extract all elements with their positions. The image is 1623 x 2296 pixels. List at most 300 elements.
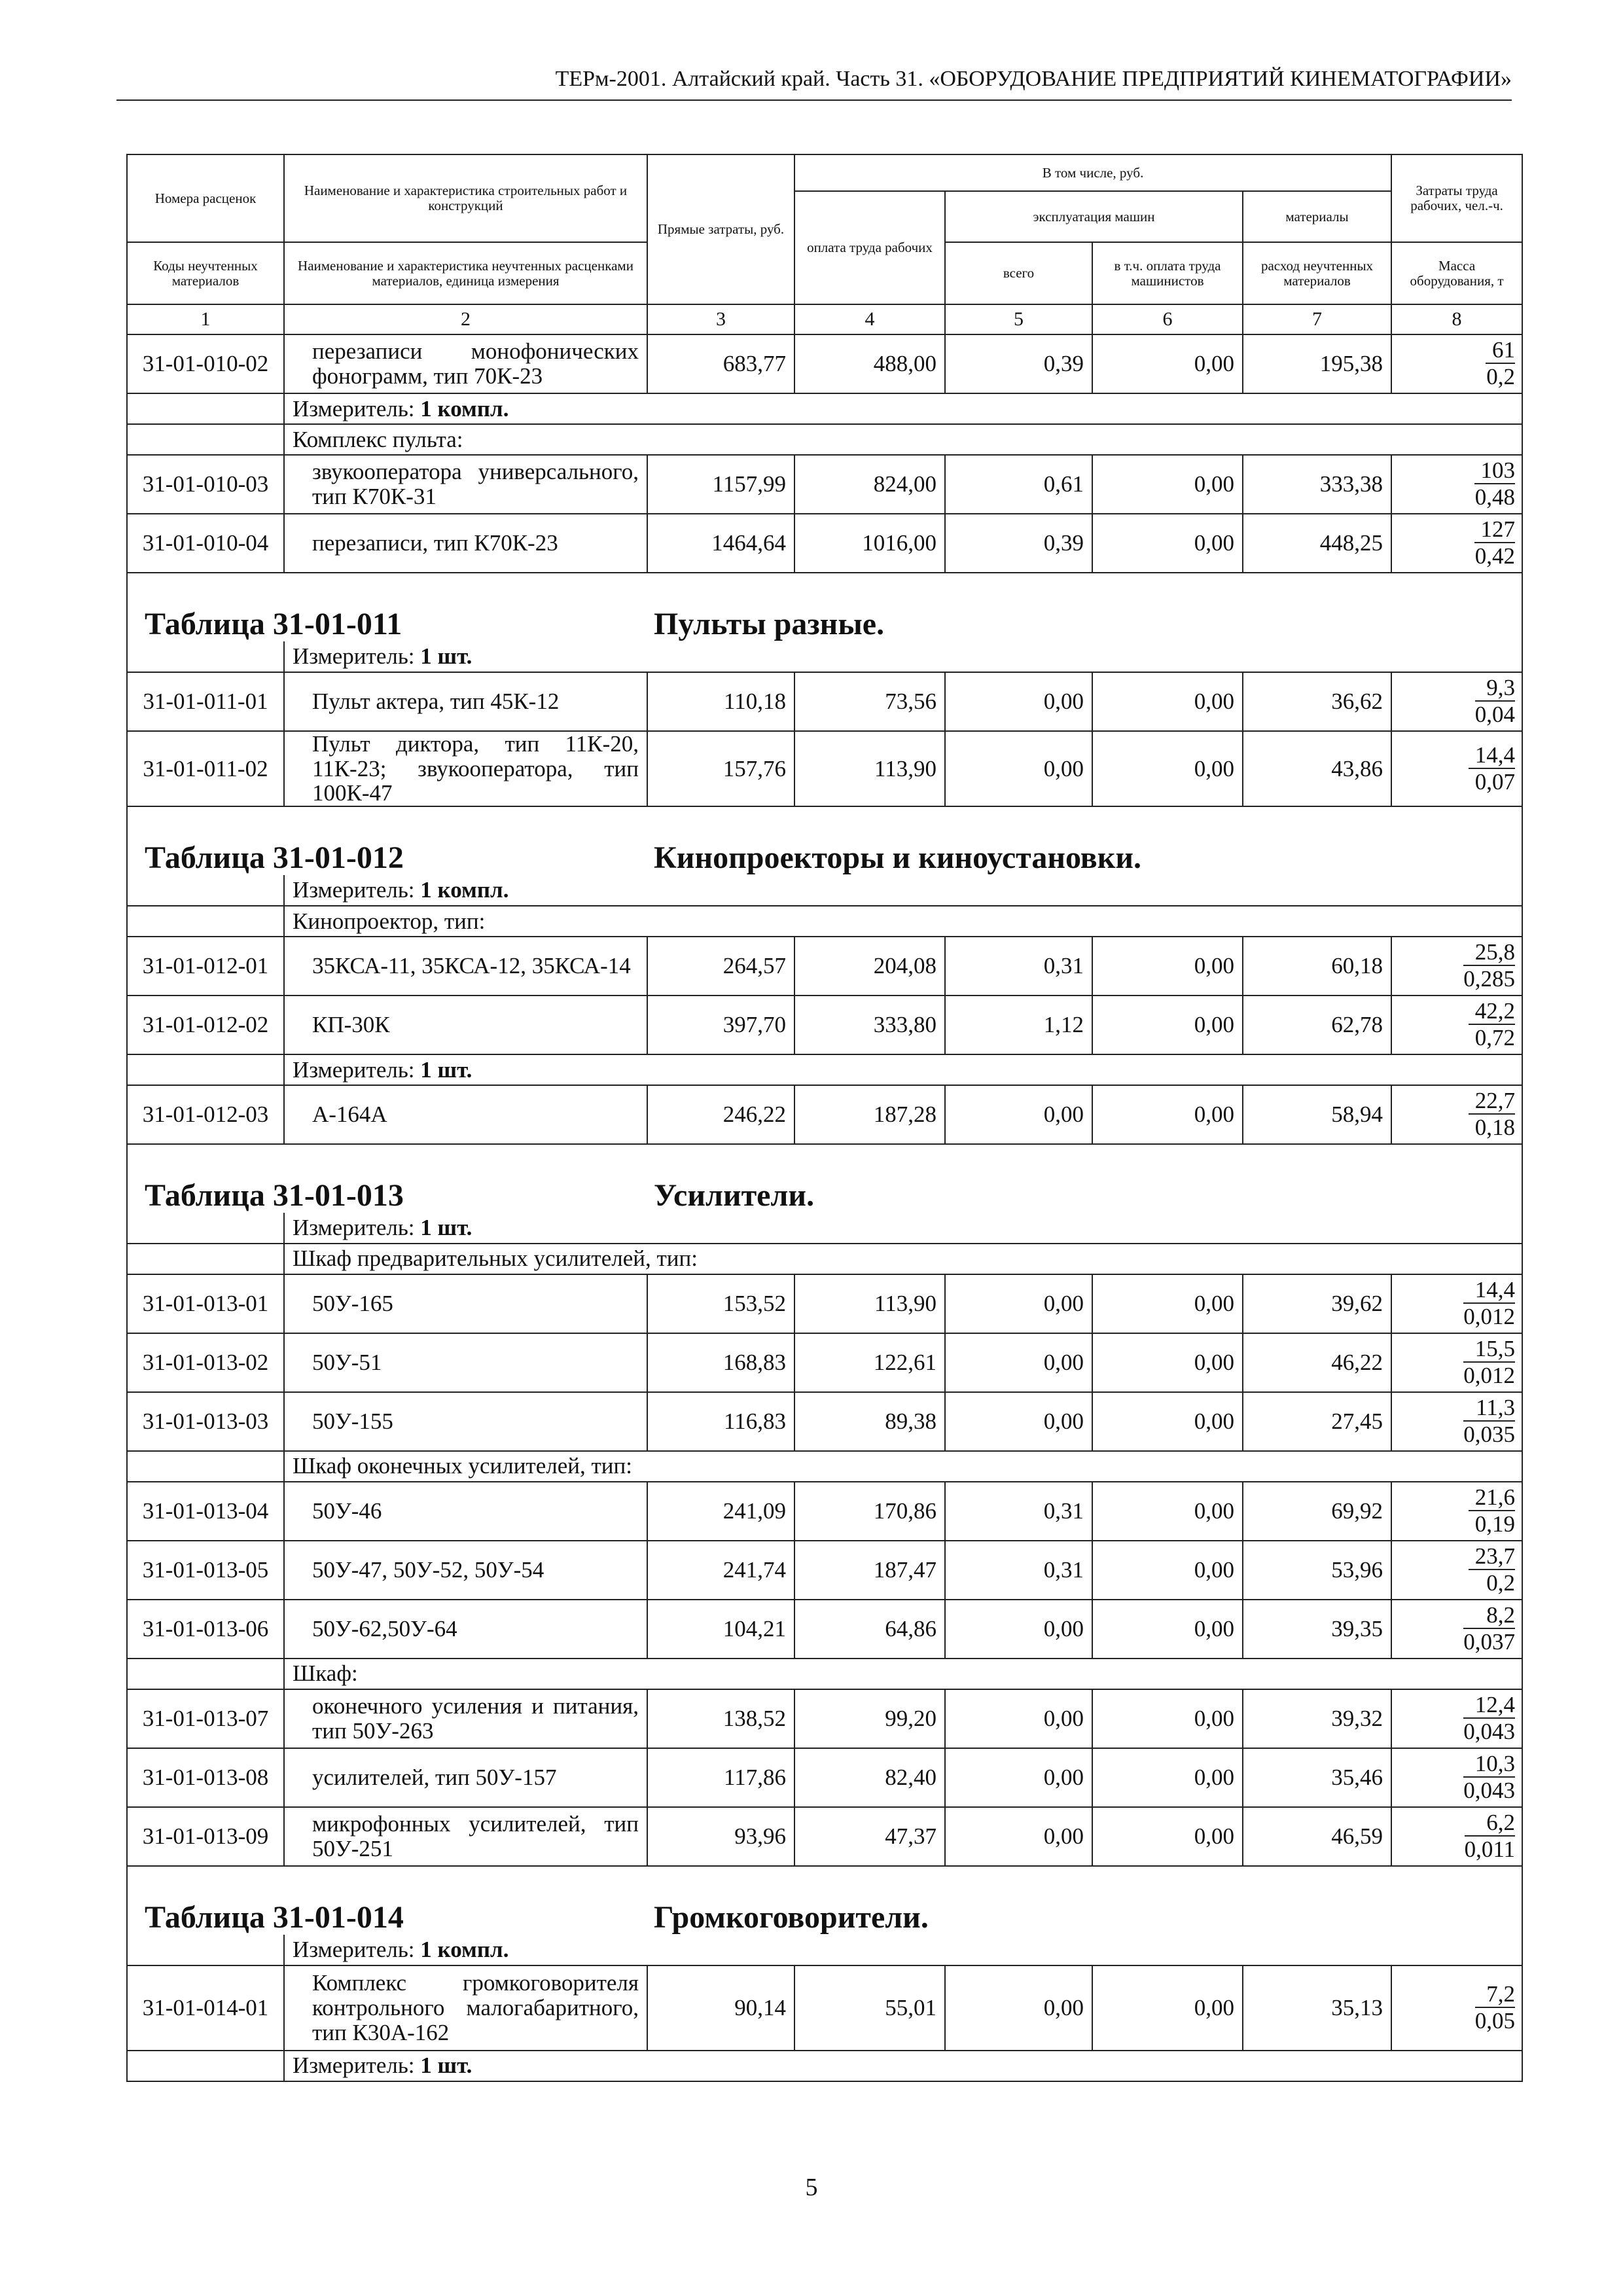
work-name: перезаписи монофонических фонограмм, тип 70К-23 bbox=[312, 338, 639, 389]
meter-cell bbox=[284, 641, 1522, 672]
worker-pay: 73,56 bbox=[794, 672, 945, 731]
labor-costs: 22,7 bbox=[1469, 1089, 1515, 1115]
subheading-row bbox=[127, 1659, 1522, 1689]
work-name: А-164А bbox=[312, 1102, 387, 1128]
machinist-pay: 0,00 bbox=[1092, 1482, 1243, 1541]
subheading-row bbox=[127, 424, 1522, 455]
labor-mass-cell bbox=[1391, 514, 1522, 573]
table-title: Пульты разные. bbox=[654, 607, 885, 641]
work-name-cell bbox=[284, 996, 647, 1054]
meter-row bbox=[127, 1054, 1522, 1085]
spacer-row bbox=[127, 573, 1522, 598]
subheading: Шкаф предварительных усилителей, тип: bbox=[284, 1244, 1522, 1274]
work-name-cell bbox=[284, 672, 647, 731]
equipment-mass: 0,04 bbox=[1474, 701, 1516, 727]
direct-costs: 153,52 bbox=[647, 1274, 794, 1333]
table-row bbox=[127, 1689, 1522, 1748]
table-title: Громкоговорители. bbox=[654, 1899, 929, 1935]
table-row bbox=[127, 514, 1522, 573]
rate-code: 31-01-010-02 bbox=[127, 334, 284, 393]
equipment-mass: 0,19 bbox=[1474, 1511, 1516, 1537]
materials-cost: 39,35 bbox=[1243, 1600, 1391, 1659]
equipment-mass: 0,18 bbox=[1474, 1115, 1516, 1141]
rates-table bbox=[126, 154, 1523, 2082]
table-row bbox=[127, 672, 1522, 731]
materials-cost: 36,62 bbox=[1243, 672, 1391, 731]
table-title-cell bbox=[127, 598, 1522, 641]
spacer-row bbox=[127, 806, 1522, 832]
work-name: усилителей, тип 50У-157 bbox=[312, 1764, 557, 1790]
labor-mass-cell bbox=[1391, 334, 1522, 393]
column-number: 7 bbox=[1243, 304, 1391, 334]
table-title-row bbox=[127, 1170, 1522, 1213]
meter-empty-cell bbox=[127, 1054, 284, 1085]
machinist-pay: 0,00 bbox=[1092, 455, 1243, 514]
column-number: 2 bbox=[284, 304, 647, 334]
labor-costs: 7,2 bbox=[1475, 1982, 1515, 2008]
subheading-empty-cell bbox=[127, 1659, 284, 1689]
machinist-pay: 0,00 bbox=[1092, 1274, 1243, 1333]
subheading: Шкаф: bbox=[284, 1659, 1522, 1689]
materials-cost: 39,32 bbox=[1243, 1689, 1391, 1748]
table-title-cell bbox=[127, 1892, 1522, 1935]
labor-mass-fraction bbox=[1463, 1693, 1515, 1743]
direct-costs: 90,14 bbox=[647, 1965, 794, 2051]
work-name-cell bbox=[284, 731, 647, 806]
subheading-row bbox=[127, 906, 1522, 937]
subheading-empty-cell bbox=[127, 906, 284, 937]
equipment-mass: 0,012 bbox=[1463, 1303, 1516, 1329]
labor-costs: 23,7 bbox=[1469, 1545, 1515, 1570]
machine-operation: 0,39 bbox=[945, 334, 1092, 393]
machine-operation: 0,00 bbox=[945, 1748, 1092, 1807]
meter-label: Измеритель: bbox=[293, 1056, 421, 1083]
rate-code: 31-01-012-01 bbox=[127, 937, 284, 996]
work-name-cell bbox=[284, 1748, 647, 1807]
machinist-pay: 0,00 bbox=[1092, 937, 1243, 996]
machinist-pay: 0,00 bbox=[1092, 731, 1243, 806]
work-name: 50У-46 bbox=[312, 1498, 382, 1524]
rate-code: 31-01-013-02 bbox=[127, 1333, 284, 1392]
meter-cell bbox=[284, 1213, 1522, 1244]
labor-mass-cell bbox=[1391, 1541, 1522, 1600]
direct-costs: 104,21 bbox=[647, 1600, 794, 1659]
header-unaccounted-consumption: расход неучтенных материалов bbox=[1243, 242, 1391, 304]
meter-cell bbox=[284, 393, 1522, 424]
work-name: звукооператора универсального, тип К70К-31 bbox=[312, 459, 639, 509]
labor-costs: 103 bbox=[1474, 459, 1516, 484]
column-number: 8 bbox=[1391, 304, 1522, 334]
labor-mass-fraction bbox=[1475, 676, 1515, 726]
page-number: 5 bbox=[805, 2174, 818, 2201]
labor-costs: 8,2 bbox=[1463, 1604, 1515, 1629]
machinist-pay: 0,00 bbox=[1092, 996, 1243, 1054]
labor-mass-fraction bbox=[1486, 338, 1515, 388]
work-name: 50У-165 bbox=[312, 1290, 393, 1316]
machinist-pay: 0,00 bbox=[1092, 1541, 1243, 1600]
labor-mass-cell bbox=[1391, 1748, 1522, 1807]
header-unaccounted-codes: Коды неучтенных материалов bbox=[127, 242, 284, 304]
labor-mass-cell bbox=[1391, 1392, 1522, 1451]
subheading-empty-cell bbox=[127, 424, 284, 455]
header-machine-operation: эксплуатация машин bbox=[945, 191, 1243, 242]
work-name: 50У-155 bbox=[312, 1408, 393, 1434]
worker-pay: 64,86 bbox=[794, 1600, 945, 1659]
equipment-mass: 0,42 bbox=[1474, 543, 1516, 569]
meter-row bbox=[127, 1213, 1522, 1244]
table-row bbox=[127, 1392, 1522, 1451]
header-worker-pay: оплата труда рабочих bbox=[794, 191, 945, 304]
meter-cell bbox=[284, 1935, 1522, 1965]
table-title-row bbox=[127, 832, 1522, 875]
table-row bbox=[127, 996, 1522, 1054]
subheading: Шкаф оконечных усилителей, тип: bbox=[284, 1451, 1522, 1482]
worker-pay: 55,01 bbox=[794, 1965, 945, 2051]
worker-pay: 99,20 bbox=[794, 1689, 945, 1748]
materials-cost: 69,92 bbox=[1243, 1482, 1391, 1541]
meter-cell bbox=[284, 875, 1522, 906]
machine-operation: 0,00 bbox=[945, 1392, 1092, 1451]
machinist-pay: 0,00 bbox=[1092, 1689, 1243, 1748]
labor-mass-fraction bbox=[1469, 1089, 1515, 1139]
labor-mass-fraction bbox=[1469, 1545, 1515, 1594]
labor-mass-fraction bbox=[1469, 1486, 1515, 1535]
labor-costs: 127 bbox=[1474, 518, 1516, 543]
meter-label: Измеритель: bbox=[293, 877, 421, 903]
meter-unit: 1 шт. bbox=[420, 643, 473, 669]
equipment-mass: 0,012 bbox=[1463, 1362, 1516, 1388]
worker-pay: 89,38 bbox=[794, 1392, 945, 1451]
rate-code: 31-01-013-09 bbox=[127, 1807, 284, 1866]
work-name-cell bbox=[284, 1274, 647, 1333]
meter-unit: 1 шт. bbox=[420, 1214, 473, 1240]
spacer-row bbox=[127, 1866, 1522, 1892]
meter-cell bbox=[284, 2051, 1522, 2081]
table-number: Таблица 31-01-013 bbox=[145, 1178, 404, 1213]
meter-row bbox=[127, 393, 1522, 424]
labor-mass-cell bbox=[1391, 1965, 1522, 2051]
table-row bbox=[127, 1965, 1522, 2051]
materials-cost: 46,59 bbox=[1243, 1807, 1391, 1866]
work-name-cell bbox=[284, 1085, 647, 1144]
table-row bbox=[127, 1333, 1522, 1392]
materials-cost: 58,94 bbox=[1243, 1085, 1391, 1144]
machine-operation: 0,00 bbox=[945, 1333, 1092, 1392]
labor-mass-cell bbox=[1391, 1085, 1522, 1144]
table-row bbox=[127, 1748, 1522, 1807]
machine-operation: 0,61 bbox=[945, 455, 1092, 514]
materials-cost: 60,18 bbox=[1243, 937, 1391, 996]
work-name: 50У-51 bbox=[312, 1349, 382, 1375]
direct-costs: 241,74 bbox=[647, 1541, 794, 1600]
table-row bbox=[127, 455, 1522, 514]
equipment-mass: 0,05 bbox=[1474, 2007, 1516, 2034]
rate-code: 31-01-012-03 bbox=[127, 1085, 284, 1144]
labor-costs: 21,6 bbox=[1469, 1486, 1515, 1511]
materials-cost: 39,62 bbox=[1243, 1274, 1391, 1333]
machinist-pay: 0,00 bbox=[1092, 1085, 1243, 1144]
rate-code: 31-01-012-02 bbox=[127, 996, 284, 1054]
worker-pay: 204,08 bbox=[794, 937, 945, 996]
work-name-cell bbox=[284, 514, 647, 573]
table-body bbox=[127, 334, 1522, 2081]
materials-cost: 46,22 bbox=[1243, 1333, 1391, 1392]
work-name-cell bbox=[284, 1689, 647, 1748]
column-number: 6 bbox=[1092, 304, 1243, 334]
machine-operation: 0,00 bbox=[945, 1085, 1092, 1144]
direct-costs: 397,70 bbox=[647, 996, 794, 1054]
table-title: Усилители. bbox=[654, 1178, 815, 1213]
labor-mass-cell bbox=[1391, 1689, 1522, 1748]
machinist-pay: 0,00 bbox=[1092, 1392, 1243, 1451]
machine-operation: 0,00 bbox=[945, 1600, 1092, 1659]
rate-code: 31-01-013-03 bbox=[127, 1392, 284, 1451]
worker-pay: 333,80 bbox=[794, 996, 945, 1054]
labor-costs: 42,2 bbox=[1469, 999, 1515, 1025]
rate-code: 31-01-014-01 bbox=[127, 1965, 284, 2051]
direct-costs: 110,18 bbox=[647, 672, 794, 731]
labor-mass-cell bbox=[1391, 672, 1522, 731]
labor-costs: 10,3 bbox=[1463, 1752, 1515, 1778]
meter-row bbox=[127, 641, 1522, 672]
direct-costs: 93,96 bbox=[647, 1807, 794, 1866]
labor-mass-cell bbox=[1391, 996, 1522, 1054]
work-name: 50У-62,50У-64 bbox=[312, 1615, 457, 1641]
work-name-cell bbox=[284, 1965, 647, 2051]
work-name-cell bbox=[284, 1807, 647, 1866]
materials-cost: 35,46 bbox=[1243, 1748, 1391, 1807]
labor-mass-cell bbox=[1391, 455, 1522, 514]
labor-mass-fraction bbox=[1463, 941, 1515, 990]
machine-operation: 0,39 bbox=[945, 514, 1092, 573]
rate-code: 31-01-013-01 bbox=[127, 1274, 284, 1333]
table-title-cell bbox=[127, 832, 1522, 875]
machinist-pay: 0,00 bbox=[1092, 1748, 1243, 1807]
equipment-mass: 0,2 bbox=[1486, 1570, 1516, 1596]
meter-unit: 1 компл. bbox=[420, 1936, 509, 1962]
meter-row bbox=[127, 2051, 1522, 2081]
labor-mass-fraction bbox=[1469, 999, 1515, 1049]
work-name: 35КСА-11, 35КСА-12, 35КСА-14 bbox=[312, 953, 631, 979]
work-name-cell bbox=[284, 1392, 647, 1451]
labor-mass-cell bbox=[1391, 1600, 1522, 1659]
materials-cost: 333,38 bbox=[1243, 455, 1391, 514]
meter-label: Измеритель: bbox=[293, 1936, 421, 1962]
work-name: перезаписи, тип К70К-23 bbox=[312, 530, 558, 556]
table-header bbox=[127, 154, 1522, 334]
labor-mass-fraction bbox=[1474, 459, 1516, 509]
equipment-mass: 0,285 bbox=[1463, 966, 1516, 992]
labor-costs: 14,4 bbox=[1469, 744, 1515, 769]
machinist-pay: 0,00 bbox=[1092, 672, 1243, 731]
labor-mass-fraction bbox=[1474, 518, 1516, 567]
materials-cost: 448,25 bbox=[1243, 514, 1391, 573]
labor-mass-fraction bbox=[1475, 1982, 1515, 2032]
meter-cell bbox=[284, 1054, 1522, 1085]
table-row bbox=[127, 1807, 1522, 1866]
table-number: Таблица 31-01-014 bbox=[145, 1899, 404, 1935]
work-name-cell bbox=[284, 1482, 647, 1541]
direct-costs: 1464,64 bbox=[647, 514, 794, 573]
work-name-cell bbox=[284, 937, 647, 996]
subheading: Кинопроектор, тип: bbox=[284, 906, 1522, 937]
labor-mass-cell bbox=[1391, 1274, 1522, 1333]
labor-mass-fraction bbox=[1463, 1337, 1515, 1387]
header-rate-number: Номера расценок bbox=[127, 154, 284, 242]
worker-pay: 1016,00 bbox=[794, 514, 945, 573]
table-row bbox=[127, 334, 1522, 393]
machine-operation: 0,00 bbox=[945, 1274, 1092, 1333]
equipment-mass: 0,07 bbox=[1474, 768, 1516, 795]
equipment-mass: 0,043 bbox=[1463, 1718, 1516, 1744]
direct-costs: 138,52 bbox=[647, 1689, 794, 1748]
table-row bbox=[127, 1085, 1522, 1144]
materials-cost: 35,13 bbox=[1243, 1965, 1391, 2051]
meter-empty-cell bbox=[127, 875, 284, 906]
table-title-cell bbox=[127, 1170, 1522, 1213]
meter-empty-cell bbox=[127, 641, 284, 672]
direct-costs: 264,57 bbox=[647, 937, 794, 996]
header-materials: материалы bbox=[1243, 191, 1391, 242]
labor-costs: 15,5 bbox=[1463, 1337, 1515, 1363]
header-unaccounted-names: Наименование и характеристика неучтенных расценками материалов, единица измерения bbox=[284, 242, 647, 304]
meter-unit: 1 компл. bbox=[420, 395, 509, 422]
machine-operation: 0,00 bbox=[945, 1807, 1092, 1866]
table-row bbox=[127, 1600, 1522, 1659]
equipment-mass: 0,037 bbox=[1463, 1628, 1516, 1655]
column-number: 4 bbox=[794, 304, 945, 334]
machinist-pay: 0,00 bbox=[1092, 334, 1243, 393]
meter-label: Измеритель: bbox=[293, 1214, 421, 1240]
machinist-pay: 0,00 bbox=[1092, 1600, 1243, 1659]
running-header: ТЕРм-2001. Алтайский край. Часть 31. «ОБОРУДОВАНИЕ ПРЕДПРИЯТИЙ КИНЕМАТОГРАФИИ» bbox=[116, 67, 1512, 101]
subheading: Комплекс пульта: bbox=[284, 424, 1522, 455]
machine-operation: 0,00 bbox=[945, 1689, 1092, 1748]
work-name: 50У-47, 50У-52, 50У-54 bbox=[312, 1556, 544, 1583]
worker-pay: 47,37 bbox=[794, 1807, 945, 1866]
work-name: Комплекс громкоговорителя контрольного малогабаритного, тип К30А-162 bbox=[312, 1970, 639, 2045]
subheading-empty-cell bbox=[127, 1451, 284, 1482]
meter-empty-cell bbox=[127, 393, 284, 424]
machine-operation: 1,12 bbox=[945, 996, 1092, 1054]
direct-costs: 1157,99 bbox=[647, 455, 794, 514]
labor-costs: 11,3 bbox=[1463, 1396, 1515, 1422]
meter-unit: 1 компл. bbox=[420, 877, 509, 903]
machine-operation: 0,00 bbox=[945, 731, 1092, 806]
work-name-cell bbox=[284, 334, 647, 393]
meter-unit: 1 шт. bbox=[420, 1056, 473, 1083]
header-labor-costs: Затраты труда рабочих, чел.-ч. bbox=[1391, 154, 1522, 242]
materials-cost: 43,86 bbox=[1243, 731, 1391, 806]
labor-costs: 61 bbox=[1486, 338, 1515, 364]
column-number: 3 bbox=[647, 304, 794, 334]
labor-mass-fraction bbox=[1463, 1604, 1515, 1653]
labor-mass-fraction bbox=[1465, 1811, 1515, 1861]
worker-pay: 187,28 bbox=[794, 1085, 945, 1144]
work-name: оконечного усиления и питания, тип 50У-263 bbox=[312, 1693, 639, 1744]
table-row bbox=[127, 731, 1522, 806]
worker-pay: 122,61 bbox=[794, 1333, 945, 1392]
meter-row bbox=[127, 875, 1522, 906]
rate-code: 31-01-011-02 bbox=[127, 731, 284, 806]
machine-operation: 0,31 bbox=[945, 1541, 1092, 1600]
labor-mass-fraction bbox=[1463, 1752, 1515, 1802]
machine-operation: 0,31 bbox=[945, 937, 1092, 996]
equipment-mass: 0,011 bbox=[1464, 1836, 1516, 1862]
work-name: КП-30К bbox=[312, 1012, 390, 1038]
header-including: В том числе, руб. bbox=[794, 154, 1391, 191]
rate-code: 31-01-013-08 bbox=[127, 1748, 284, 1807]
subheading-row bbox=[127, 1451, 1522, 1482]
materials-cost: 195,38 bbox=[1243, 334, 1391, 393]
machinist-pay: 0,00 bbox=[1092, 1333, 1243, 1392]
labor-mass-cell bbox=[1391, 1333, 1522, 1392]
labor-mass-cell bbox=[1391, 1807, 1522, 1866]
direct-costs: 241,09 bbox=[647, 1482, 794, 1541]
column-number: 5 bbox=[945, 304, 1092, 334]
table-number: Таблица 31-01-011 bbox=[145, 607, 402, 641]
materials-cost: 62,78 bbox=[1243, 996, 1391, 1054]
direct-costs: 117,86 bbox=[647, 1748, 794, 1807]
table-row bbox=[127, 1482, 1522, 1541]
direct-costs: 116,83 bbox=[647, 1392, 794, 1451]
labor-costs: 14,4 bbox=[1463, 1278, 1515, 1304]
labor-mass-fraction bbox=[1463, 1396, 1515, 1446]
rate-code: 31-01-013-04 bbox=[127, 1482, 284, 1541]
worker-pay: 187,47 bbox=[794, 1541, 945, 1600]
column-number: 1 bbox=[127, 304, 284, 334]
header-machine-total: всего bbox=[945, 242, 1092, 304]
work-name: Пульт актера, тип 45К-12 bbox=[312, 688, 560, 714]
table-row bbox=[127, 937, 1522, 996]
work-name: Пульт диктора, тип 11К-20, 11К-23; звукооператора, тип 100К-47 bbox=[312, 730, 639, 806]
machine-operation: 0,31 bbox=[945, 1482, 1092, 1541]
meter-unit: 1 шт. bbox=[420, 2053, 473, 2079]
table-row bbox=[127, 1541, 1522, 1600]
meter-label: Измеритель: bbox=[293, 643, 421, 669]
work-name-cell bbox=[284, 455, 647, 514]
header-work-name: Наименование и характеристика строительных работ и конструкций bbox=[284, 154, 647, 242]
meter-empty-cell bbox=[127, 2051, 284, 2081]
materials-cost: 53,96 bbox=[1243, 1541, 1391, 1600]
labor-costs: 6,2 bbox=[1465, 1811, 1515, 1837]
spacer-row bbox=[127, 1144, 1522, 1170]
equipment-mass: 0,2 bbox=[1486, 364, 1516, 390]
rate-code: 31-01-013-07 bbox=[127, 1689, 284, 1748]
table-title-row bbox=[127, 1892, 1522, 1935]
equipment-mass: 0,043 bbox=[1463, 1777, 1516, 1803]
machine-operation: 0,00 bbox=[945, 672, 1092, 731]
worker-pay: 488,00 bbox=[794, 334, 945, 393]
direct-costs: 168,83 bbox=[647, 1333, 794, 1392]
header-direct-costs: Прямые затраты, руб. bbox=[647, 154, 794, 304]
subheading-empty-cell bbox=[127, 1244, 284, 1274]
meter-empty-cell bbox=[127, 1935, 284, 1965]
table-title: Кинопроекторы и киноустановки. bbox=[654, 840, 1142, 876]
rate-code: 31-01-011-01 bbox=[127, 672, 284, 731]
equipment-mass: 0,035 bbox=[1463, 1421, 1516, 1447]
meter-label: Измеритель: bbox=[293, 395, 421, 422]
direct-costs: 246,22 bbox=[647, 1085, 794, 1144]
direct-costs: 683,77 bbox=[647, 334, 794, 393]
labor-mass-fraction bbox=[1469, 744, 1515, 793]
table-number: Таблица 31-01-012 bbox=[145, 840, 404, 876]
labor-costs: 9,3 bbox=[1475, 676, 1515, 702]
machinist-pay: 0,00 bbox=[1092, 1807, 1243, 1866]
meter-row bbox=[127, 1935, 1522, 1965]
work-name-cell bbox=[284, 1541, 647, 1600]
worker-pay: 113,90 bbox=[794, 1274, 945, 1333]
